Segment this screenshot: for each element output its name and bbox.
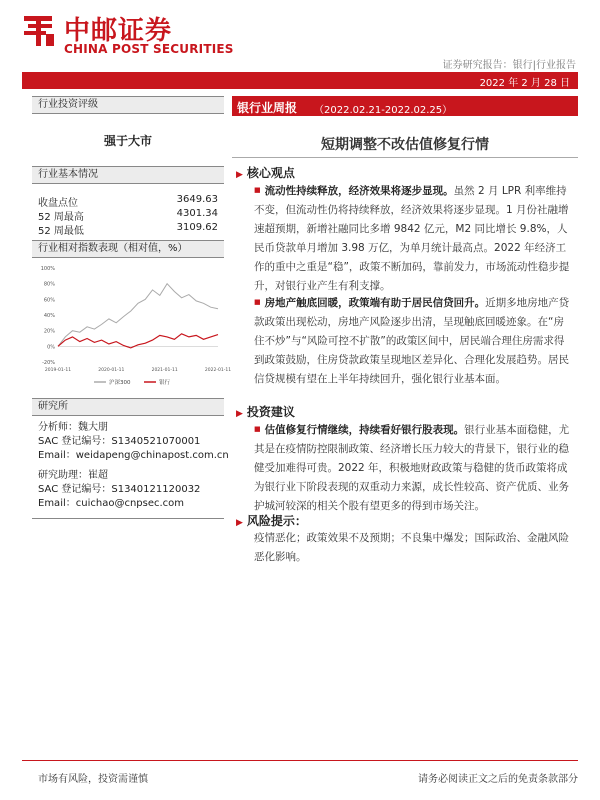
square-bullet-icon: ■ — [254, 298, 261, 306]
section-heading-advice: ▶ 投资建议 — [236, 405, 295, 419]
paragraph-risk: 疫情恶化；政策效果不及预期；不良集中爆发；国际政治、金融风险恶化影响。 — [254, 532, 569, 563]
rating-value: 强于大市 — [103, 134, 152, 148]
stat-value: 3649.63 — [176, 194, 218, 205]
paragraph-realestate: ■ 房地产触底回暖，政策端有助于居民信贷回升。近期多地房地产贷款政策出现松动，房地产风险逐步出清，呈现触底回暖迹象。在“房住不炒”与“风险可控不扩散”的政策区间中，居民端合理住房需求得到政策鼓励，住房贷款政策呈现地区差异化、合理化发展趋势。居民信贷规模有望在上半年持续回升，强化银行业基本面。 — [254, 297, 570, 385]
series-line-bank — [58, 334, 218, 348]
footer-divider — [22, 760, 578, 761]
stat-label: 52 周最低 — [38, 226, 84, 237]
y-tick-label: 0% — [47, 344, 55, 351]
research-header: 研究所 — [32, 398, 224, 416]
assistant-email[interactable]: Email：cuichao@cnpsec.com — [38, 498, 185, 509]
analyst-email[interactable]: Email：weidapeng@chinapost.com.cn — [38, 450, 229, 461]
rating-header: 行业投资评级 — [32, 96, 224, 114]
x-tick-label: 2020-01-11 — [98, 368, 125, 373]
footer-disclaimer-left: 市场有风险，投资需谨慎 — [38, 774, 148, 785]
report-title: 银行业周报 — [237, 101, 298, 115]
report-period: （2022.02.21-2022.02.25） — [314, 105, 453, 116]
analyst-sac: SAC 登记编号：S1340521070001 — [38, 436, 201, 447]
paragraph-liquidity: ■ 流动性持续释放，经济效果将逐步显现。虽然 2 月 LPR 利率维持不变，但流动性仍将持续释放，经济效果将逐步显现。1 月份社融增速超预期，新增社融同比多增 9842 亿元，M2 同比增长 9.8%，人民币贷款单月增加 3.98 万亿，为单月统计最高点。2022 年经济工作的重中之重是“稳”，政策不断加码，靠前发力，市场流动性稳步提升，对银行业产生有利支撑。 — [254, 185, 570, 292]
x-tick-label: 2021-01-11 — [151, 368, 178, 373]
stat-row-high — [38, 208, 218, 222]
assistant-name: 研究助理：崔超 — [38, 470, 108, 481]
y-tick-label: 60% — [43, 297, 55, 304]
stat-value: 4301.34 — [176, 208, 218, 219]
relative-index-chart — [32, 260, 232, 390]
stat-row-close — [38, 194, 218, 208]
subtitle-divider — [232, 157, 578, 158]
stat-label: 52 周最高 — [38, 212, 84, 223]
y-tick-label: -20% — [42, 360, 55, 366]
y-tick-label: 20% — [43, 328, 55, 335]
stat-row-low — [38, 222, 218, 236]
x-tick-label: 2022-01-11 — [204, 368, 232, 373]
square-bullet-icon: ■ — [254, 425, 261, 433]
legend-label: 沪深300 — [109, 380, 131, 386]
report-date: 2022 年 2 月 28 日 — [479, 78, 570, 89]
stat-value: 3109.62 — [176, 222, 218, 233]
section-heading-risk: ▶ 风险提示： — [236, 514, 307, 528]
footer-disclaimer-right: 请务必阅读正文之后的免责条款部分 — [418, 774, 578, 785]
chart-header: 行业相对指数表现（相对值，%） — [32, 240, 224, 258]
x-tick-label: 2019-01-11 — [44, 368, 72, 373]
basic-info-header: 行业基本情况 — [32, 166, 224, 184]
triangle-bullet-icon: ▶ — [236, 409, 243, 419]
logo-icon — [22, 12, 58, 48]
left-divider — [32, 518, 224, 519]
triangle-bullet-icon: ▶ — [236, 170, 243, 180]
y-tick-label: 100% — [40, 266, 55, 272]
y-tick-label: 40% — [43, 313, 55, 319]
paragraph-valuation: ■ 估值修复行情继续，持续看好银行股表现。银行业基本面稳健，尤其是在疫情防控限制政策、经济增长压力较大的背景下，银行业的稳健受加难得可贵。2022 年，积极地财政政策与稳健的货币政策将成为银行业下阶段表现的双重动力来源，成长性较高、资产优质、业务护城河较深的相关个股有望更多的得到市场关注。 — [254, 424, 570, 512]
assistant-sac: SAC 登记编号：S1340121120032 — [38, 484, 201, 495]
triangle-bullet-icon: ▶ — [236, 518, 243, 528]
logo-text-cn: 中邮证券 — [64, 16, 173, 46]
report-subtitle: 短期调整不改估值修复行情 — [321, 137, 489, 153]
y-tick-label: 80% — [43, 281, 55, 288]
legend-label: 银行 — [159, 380, 171, 386]
section-heading-core: ▶ 核心观点 — [236, 166, 295, 180]
series-line-hs300 — [58, 284, 218, 347]
logo-text-en: CHINA POST SECURITIES — [64, 42, 234, 56]
analyst-name: 分析师：魏大朋 — [38, 422, 108, 433]
square-bullet-icon: ■ — [254, 186, 261, 194]
breadcrumb: 证券研究报告：银行|行业报告 — [442, 60, 576, 71]
stat-label: 收盘点位 — [38, 198, 78, 209]
